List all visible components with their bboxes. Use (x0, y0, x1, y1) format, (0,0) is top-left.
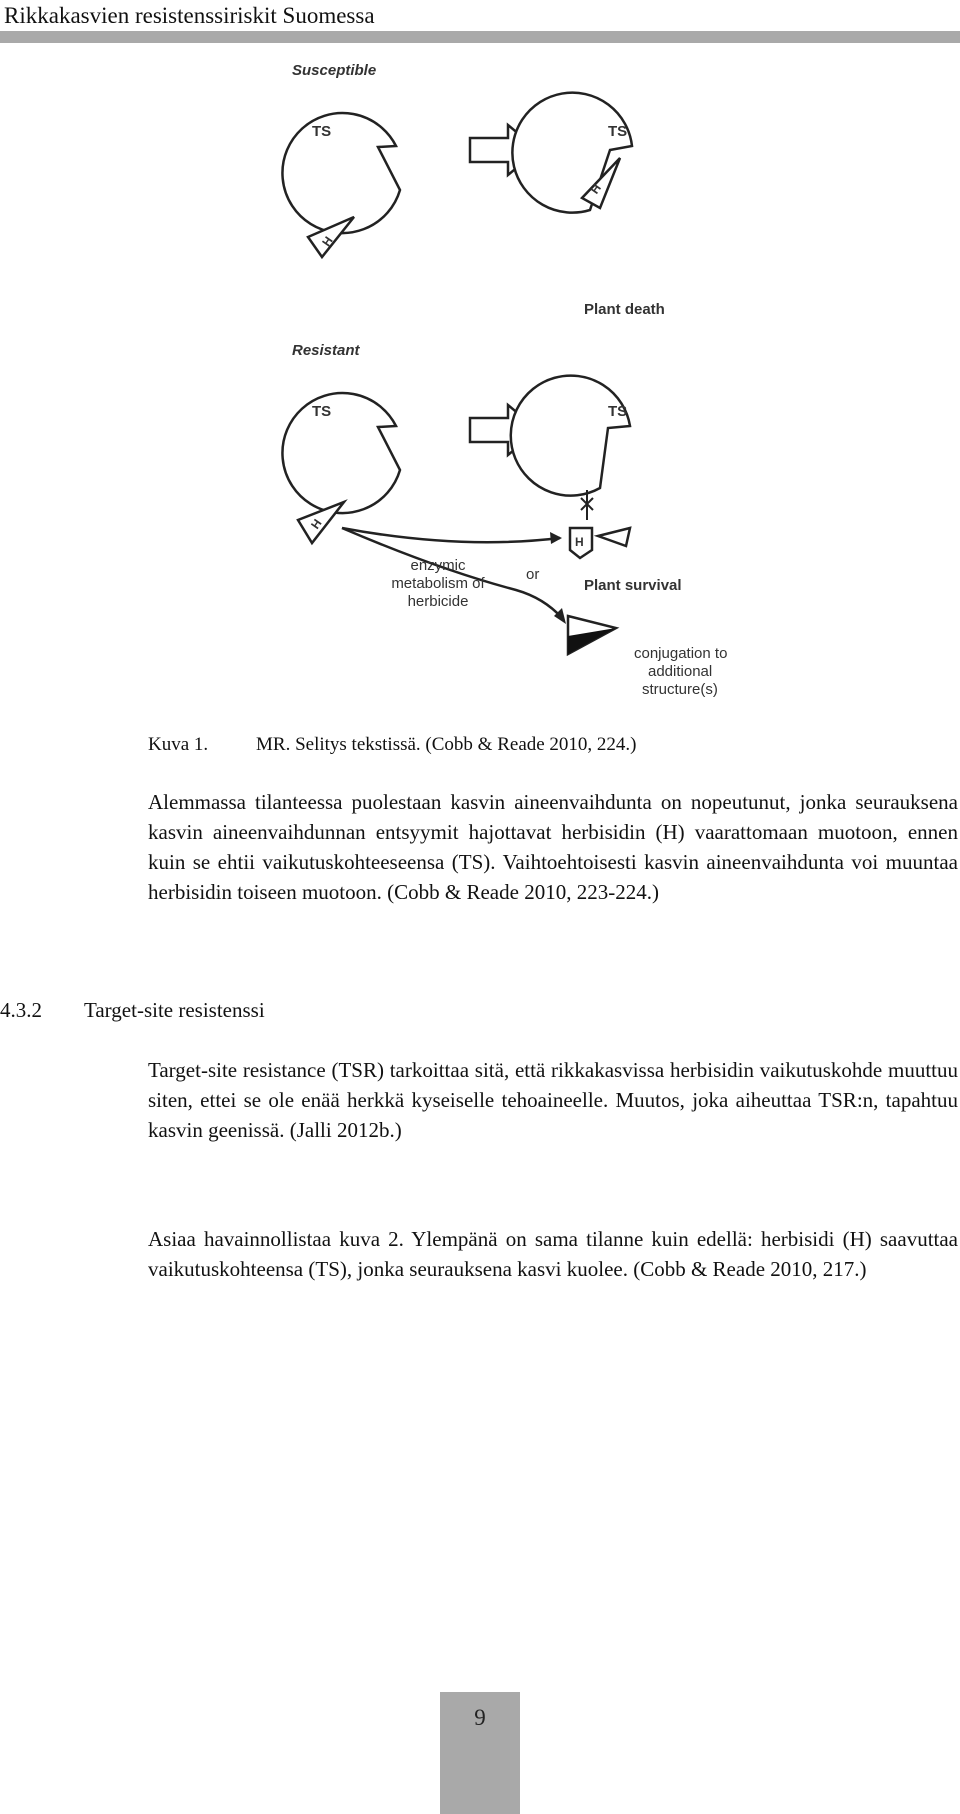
ts-label: TS (608, 123, 628, 140)
enzymic-line-2: metabolism of (391, 575, 485, 592)
conjugation-line-2: additional (648, 663, 713, 680)
caption-text: MR. Selitys tekstissä. (Cobb & Reade 2010, 224.) (256, 734, 637, 755)
enzymic-line-1: enzymic (410, 557, 466, 574)
h-label: H (308, 516, 325, 532)
plant-death-label: Plant death (584, 301, 665, 318)
paragraph: Alemmassa tilanteessa puolestaan kasvin aineenvaihdunta on nopeutunut, jonka seurauksena kasvin aineenvaihdunnan entsyymit hajottavat herbisidin (H) vaarattomaan muotoon, ennen kuin se ehtii vaikutuskohteeseensa (TS). Vaihtoehtoisesti kasvin aineenvaihdunta voi muuntaa herbisidin toiseen muotoon. (Cobb & Reade 2010, 223-224.) (148, 790, 958, 904)
page-number-box (440, 1692, 520, 1814)
arrowhead (550, 532, 562, 544)
or-label: or (526, 566, 540, 583)
conjugation-line-3: structure(s) (642, 681, 718, 698)
target-site-circle (512, 93, 632, 213)
target-site-circle (511, 376, 630, 496)
target-site-circle (282, 393, 400, 513)
caption-number: Kuva 1. (148, 734, 209, 755)
h-label: H (575, 535, 584, 549)
ts-label: TS (608, 403, 628, 420)
susceptible-label: Susceptible (292, 62, 377, 79)
resistant-label: Resistant (292, 342, 360, 359)
paragraph: Target-site resistance (TSR) tarkoittaa sitä, että rikkakasvissa herbisidin vaikutuskohde muuttuu siten, ettei se ole enää herkkä kyseiselle tehoaineelle. Muutos, joka aiheuttaa TSR:n, tapahtuu kasvin geenissä. (Jalli 2012b.) (148, 1058, 958, 1142)
conjugation-line-1: conjugation to (634, 645, 728, 662)
page-number: 9 (474, 1705, 486, 1730)
target-site-circle (282, 113, 400, 233)
plant-survival-label: Plant survival (584, 577, 682, 594)
figure-herbicide-resistance (270, 50, 850, 710)
section-heading (0, 995, 265, 1025)
herbicide-fragment (598, 528, 630, 546)
ts-label: TS (312, 123, 332, 140)
header-rule (0, 31, 960, 43)
section-number: 4.3.2 (0, 998, 42, 1022)
enzymic-line-3: herbicide (407, 593, 469, 610)
metabolism-arrow (342, 528, 560, 542)
running-header: Rikkakasvien resistenssiriskit Suomessa (4, 3, 375, 28)
section-title: Target-site resistenssi (84, 998, 265, 1022)
figure-caption (148, 733, 637, 757)
ts-label: TS (312, 403, 332, 420)
paragraph: Asiaa havainnollistaa kuva 2. Ylempänä on sama tilanne kuin edellä: herbisidi (H) saavuttaa vaikutuskohteensa (TS), jonka seurauksena kasvi kuolee. (Cobb & Reade 2010, 217.) (148, 1227, 958, 1281)
h-label: H (587, 181, 604, 197)
h-label: H (319, 233, 336, 250)
